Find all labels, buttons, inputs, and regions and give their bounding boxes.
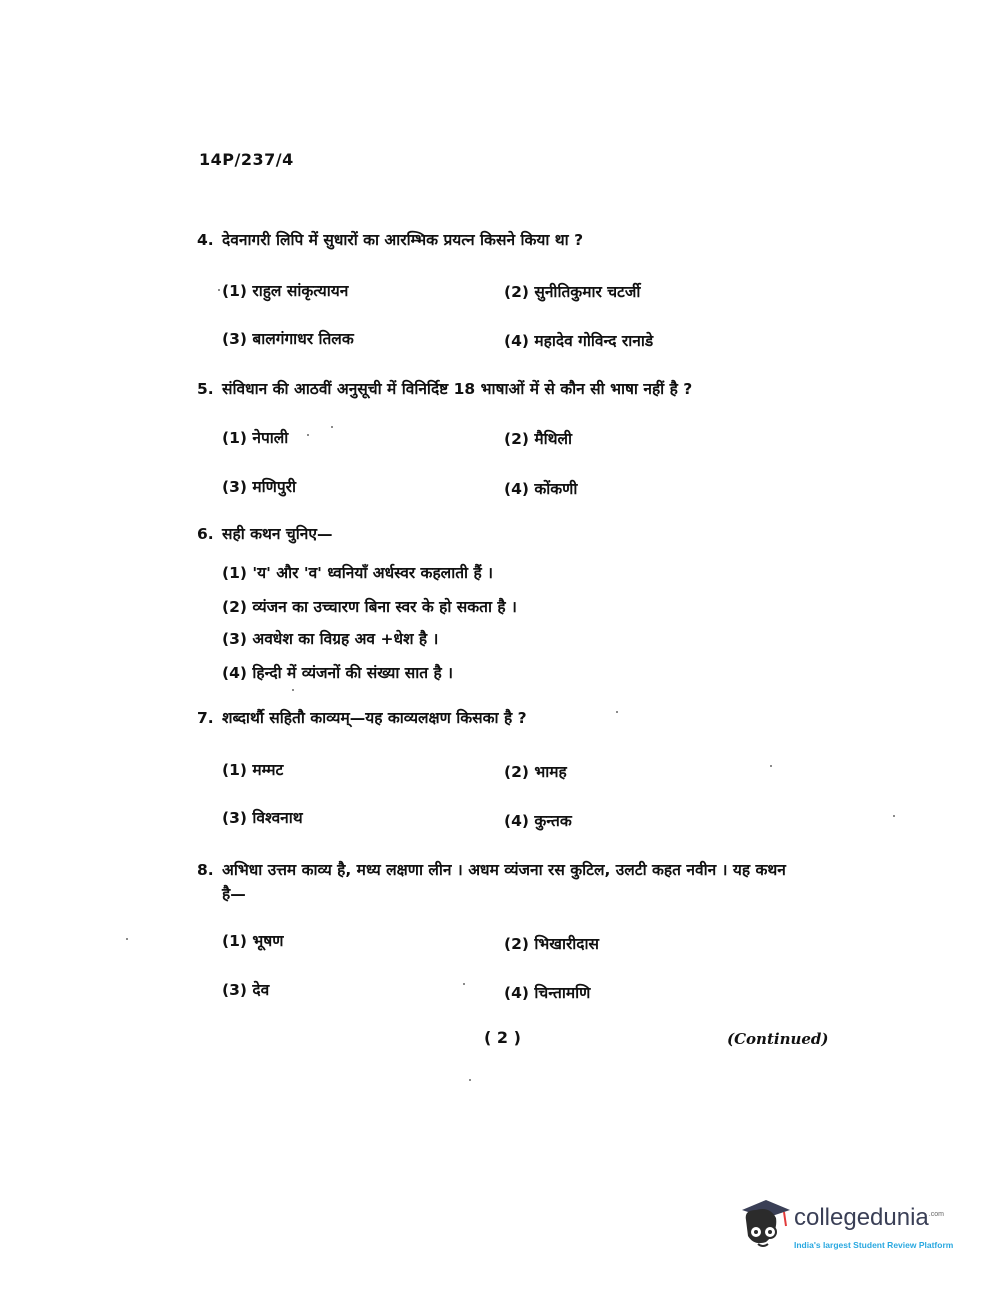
option: (2) भामह: [504, 763, 567, 781]
question-text: सही कथन चुनिए—: [222, 525, 333, 543]
question-text: शब्दार्थौ सहितौ काव्यम्—यह काव्यलक्षण किसका है ?: [222, 709, 527, 727]
question-4: [197, 228, 583, 252]
question-8: [197, 858, 817, 906]
option: (1) 'य' और 'व' ध्वनियाँ अर्धस्वर कहलाती हैं ।: [222, 564, 493, 582]
paper-code: 14P/237/4: [199, 150, 294, 169]
option: (1) नेपाली: [222, 429, 289, 447]
question-number: 8.: [197, 861, 214, 879]
continued-note: (Continued): [727, 1030, 829, 1048]
option: (2) सुनीतिकुमार चटर्जी: [504, 283, 641, 301]
option: (1) भूषण: [222, 932, 284, 950]
option: (1) राहुल सांकृत्यायन: [222, 282, 349, 300]
option: (3) अवधेश का विग्रह अव +धेश है ।: [222, 630, 439, 648]
question-text: अभिधा उत्तम काव्य है, मध्य लक्षणा लीन । अधम व्यंजना रस कुटिल, उलटी कहत नवीन । यह कथन: [222, 861, 786, 879]
option: (2) भिखारीदास: [504, 935, 600, 953]
option: (4) हिन्दी में व्यंजनों की संख्या सात है ।: [222, 664, 453, 682]
option: (3) मणिपुरी: [222, 478, 296, 496]
option: (2) मैथिली: [504, 430, 573, 448]
scan-speck: [331, 426, 333, 428]
option: (4) चिन्तामणि: [504, 984, 591, 1002]
scan-speck: [770, 765, 772, 767]
scan-speck: [218, 289, 220, 291]
logo-suffix: .com: [928, 1211, 944, 1218]
scan-speck: [893, 815, 895, 817]
scan-speck: [292, 689, 294, 691]
option: (1) मम्मट: [222, 761, 284, 779]
question-number: 6.: [197, 525, 214, 543]
question-number: 4.: [197, 231, 214, 249]
scan-speck: [469, 1079, 471, 1081]
mascot-icon: [736, 1196, 792, 1256]
page-number: ( 2 ): [484, 1028, 521, 1047]
question-text-continued: है—: [222, 885, 246, 903]
option: (4) कुन्तक: [504, 812, 572, 830]
scan-speck: [126, 938, 128, 940]
collegedunia-logo: [736, 1196, 966, 1266]
question-7: [197, 706, 527, 730]
logo-tagline: India's largest Student Review Platform: [794, 1240, 954, 1250]
option: (2) व्यंजन का उच्चारण बिना स्वर के हो सकता है ।: [222, 598, 517, 616]
scan-speck: [307, 434, 309, 436]
option: (4) कोंकणी: [504, 480, 578, 498]
option: (4) महादेव गोविन्द रानाडे: [504, 332, 654, 350]
option: (3) बालगंगाधर तिलक: [222, 330, 354, 348]
question-5: [197, 377, 692, 401]
question-text: संविधान की आठवीं अनुसूची में विनिर्दिष्ट 18 भाषाओं में से कौन सी भाषा नहीं है ?: [222, 380, 693, 398]
question-6: [197, 522, 332, 546]
question-number: 5.: [197, 380, 214, 398]
scan-speck: [463, 983, 465, 985]
scan-speck: [616, 711, 618, 713]
question-text: देवनागरी लिपि में सुधारों का आरम्भिक प्रयत्न किसने किया था ?: [222, 231, 584, 249]
option: (3) देव: [222, 981, 270, 999]
option: (3) विश्वनाथ: [222, 809, 303, 827]
logo-name: collegedunia: [794, 1204, 929, 1231]
question-number: 7.: [197, 709, 214, 727]
